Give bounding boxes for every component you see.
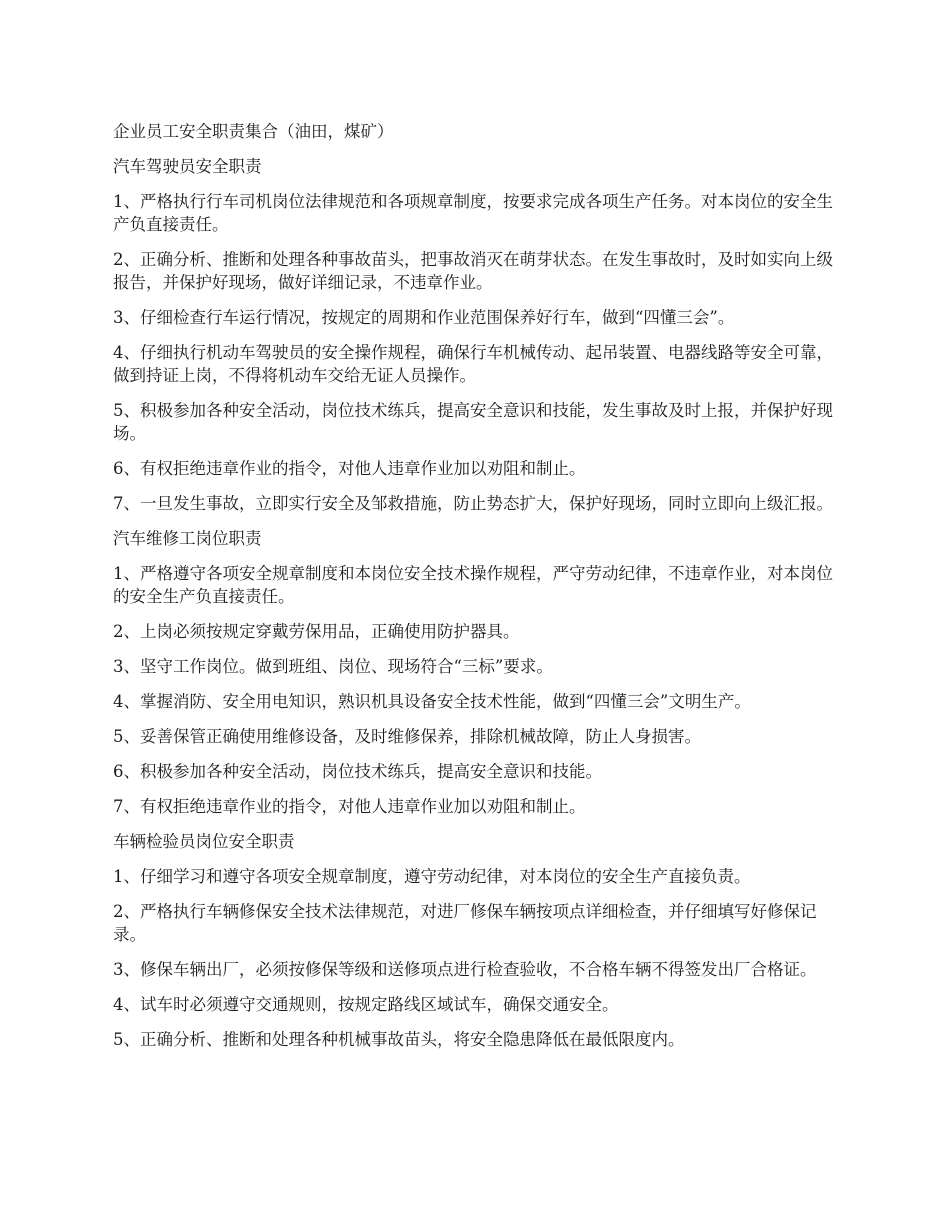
- section-item: 3、修保车辆出厂，必须按修保等级和送修项点进行检查验收，不合格车辆不得签发出厂合格证。: [113, 960, 817, 979]
- section-item: 6、有权拒绝违章作业的指令，对他人违章作业加以劝阻和制止。: [113, 459, 586, 478]
- document-body: [113, 120, 835, 1063]
- section-heading: 汽车维修工岗位职责: [113, 529, 262, 548]
- section-item: 2、正确分析、推断和处理各种事故苗头，把事故消灭在萌芽状态。在发生事故时，及时如实向上级报告，并保护好现场，做好详细记录，不违章作业。: [113, 250, 833, 292]
- section-item: 7、有权拒绝违章作业的指令，对他人违章作业加以劝阻和制止。: [113, 797, 586, 816]
- section-item: 5、积极参加各种安全活动，岗位技术练兵，提高安全意识和技能，发生事故及时上报，并保护好现场。: [113, 401, 833, 443]
- section-item: 3、仔细检查行车运行情况，按规定的周期和作业范围保养好行车，做到“四懂三会”。: [113, 308, 735, 327]
- section-item: 6、积极参加各种安全活动，岗位技术练兵，提高安全意识和技能。: [113, 762, 602, 781]
- section-item: 5、妥善保管正确使用维修设备，及时维修保养，排除机械故障，防止人身损害。: [113, 727, 701, 746]
- section-item: 1、严格遵守各项安全规章制度和本岗位安全技术操作规程，严守劳动纪律，不违章作业，对本岗位的安全生产负直接责任。: [113, 564, 833, 606]
- document-title: 企业员工安全职责集合（油田，煤矿）: [113, 122, 394, 141]
- section-item: 2、严格执行车辆修保安全技术法律规范，对进厂修保车辆按项点详细检查，并仔细填写好修保记录。: [113, 902, 817, 944]
- section-heading: 汽车驾驶员安全职责: [113, 157, 262, 176]
- section-item: 5、正确分析、推断和处理各种机械事故苗头，将安全隐患降低在最低限度内。: [113, 1030, 685, 1049]
- section-item: 3、坚守工作岗位。做到班组、岗位、现场符合“三标”要求。: [113, 657, 553, 676]
- section-item: 4、仔细执行机动车驾驶员的安全操作规程，确保行车机械传动、起吊装置、电器线路等安全可靠，做到持证上岗，不得将机动车交给无证人员操作。: [113, 343, 833, 385]
- section-item: 4、掌握消防、安全用电知识，熟识机具设备安全技术性能，做到“四懂三会”文明生产。: [113, 692, 751, 711]
- section-item: 1、严格执行行车司机岗位法律规范和各项规章制度，按要求完成各项生产任务。对本岗位的安全生产负直接责任。: [113, 192, 833, 234]
- section-item: 4、试车时必须遵守交通规则，按规定路线区域试车，确保交通安全。: [113, 995, 619, 1014]
- section-item: 2、上岗必须按规定穿戴劳保用品，正确使用防护器具。: [113, 622, 520, 641]
- section-item: 1、仔细学习和遵守各项安全规章制度，遵守劳动纪律，对本岗位的安全生产直接负责。: [113, 867, 751, 886]
- section-heading: 车辆检验员岗位安全职责: [113, 832, 295, 851]
- section-item: 7、一旦发生事故，立即实行安全及邹救措施，防止势态扩大，保护好现场，同时立即向上级汇报。: [113, 494, 833, 513]
